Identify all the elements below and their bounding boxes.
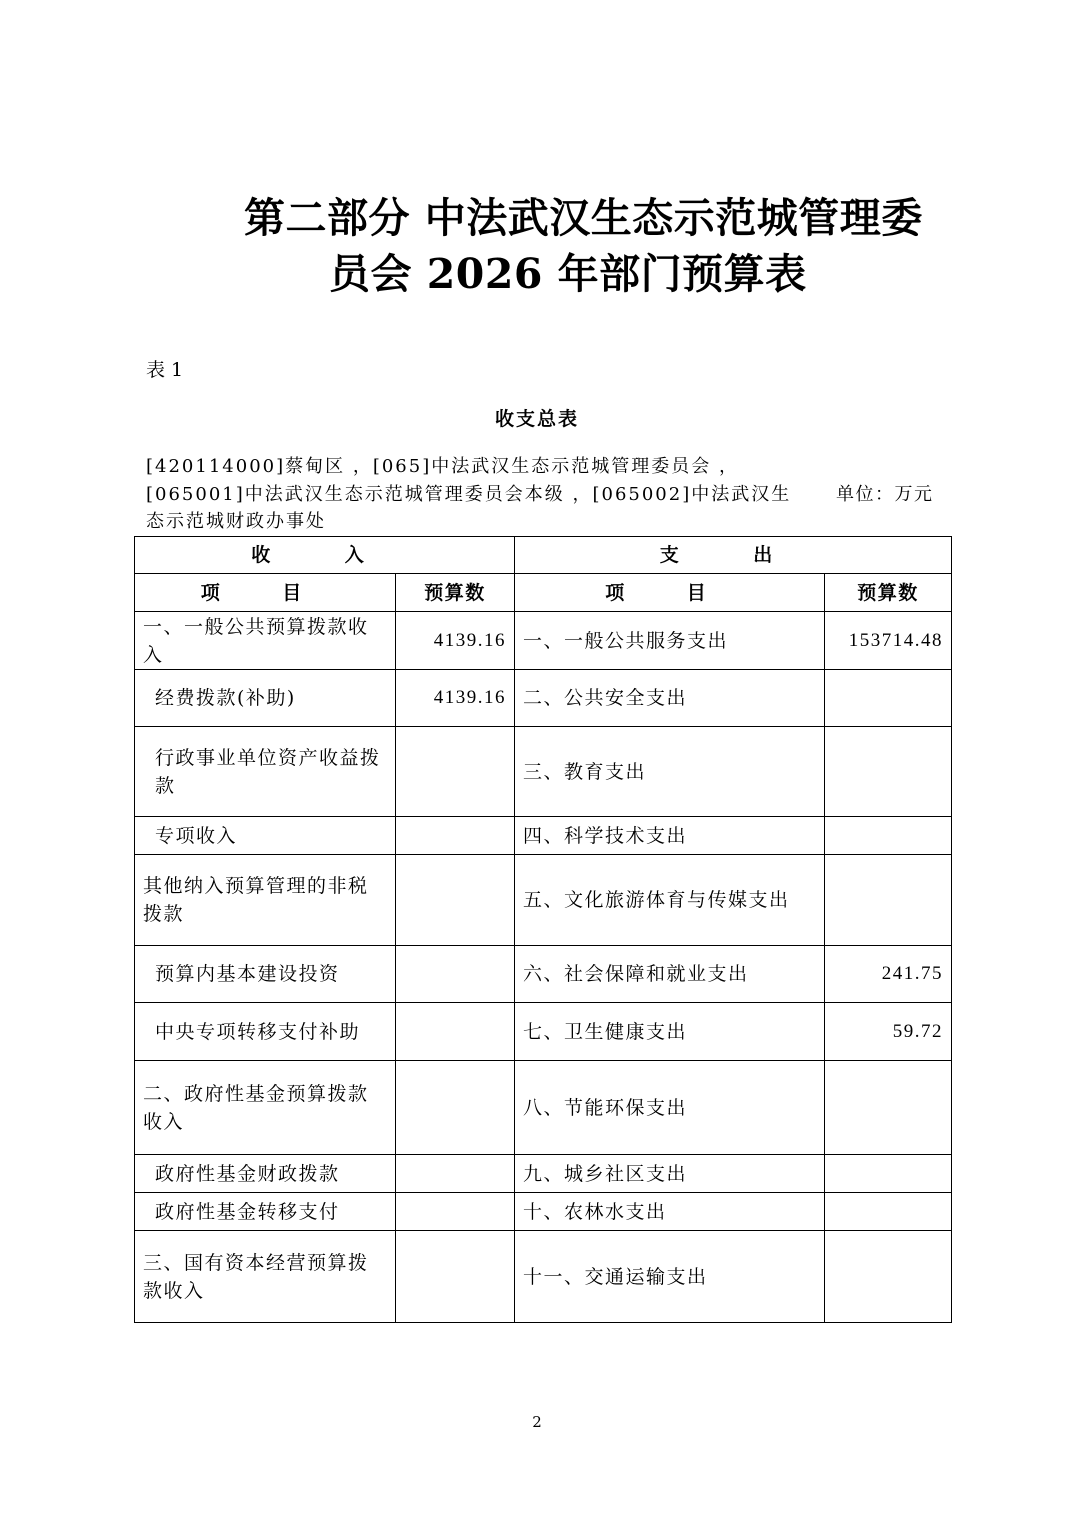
expense-item: 八、节能环保支出	[515, 1061, 825, 1155]
income-amount	[396, 817, 515, 855]
unit-label: 单位：万元	[836, 484, 934, 505]
table-row	[135, 612, 952, 670]
income-item: 行政事业单位资产收益拨款	[135, 727, 396, 817]
page-number: 2	[532, 1413, 542, 1431]
income-amount	[396, 1003, 515, 1061]
budget-summary-table	[134, 536, 952, 1323]
table-number: 表 1	[146, 359, 184, 381]
income-item: 政府性基金转移支付	[135, 1193, 396, 1231]
income-amount	[396, 946, 515, 1003]
income-amount	[396, 855, 515, 946]
income-item: 预算内基本建设投资	[135, 946, 396, 1003]
expense-header: 支 出	[515, 537, 952, 574]
income-item: 中央专项转移支付补助	[135, 1003, 396, 1061]
income-item: 经费拨款(补助)	[135, 670, 396, 727]
expense-item: 五、文化旅游体育与传媒支出	[515, 855, 825, 946]
expense-amount: 153714.48	[825, 612, 952, 670]
column-header-row	[135, 574, 952, 612]
expense-item-header: 项 目	[515, 574, 825, 612]
agency-code-line2: [065001]中法武汉生态示范城管理委员会本级 ，[065002]中法武汉生	[146, 484, 792, 505]
table-row	[135, 1231, 952, 1323]
expense-item: 二、公共安全支出	[515, 670, 825, 727]
expense-amount	[825, 817, 952, 855]
expense-amount	[825, 727, 952, 817]
income-amount: 4139.16	[396, 612, 515, 670]
income-amount	[396, 1061, 515, 1155]
table-row	[135, 855, 952, 946]
expense-item: 四、科学技术支出	[515, 817, 825, 855]
agency-code-line1: [420114000]蔡甸区 ，[065]中法武汉生态示范城管理委员会 ，	[146, 456, 739, 477]
table-row	[135, 727, 952, 817]
agency-code-line3: 态示范城财政办事处	[146, 511, 326, 532]
table-row	[135, 1155, 952, 1193]
table-row	[135, 1003, 952, 1061]
expense-amount	[825, 1193, 952, 1231]
income-item-header: 项 目	[135, 574, 396, 612]
income-item: 二、政府性基金预算拨款收入	[135, 1061, 396, 1155]
income-amount	[396, 1155, 515, 1193]
expense-amount	[825, 670, 952, 727]
document-title-line1: 第二部分 中法武汉生态示范城管理委	[244, 194, 923, 242]
expense-amount	[825, 1231, 952, 1323]
table-row	[135, 817, 952, 855]
expense-item: 一、一般公共服务支出	[515, 612, 825, 670]
expense-amount	[825, 855, 952, 946]
table-row	[135, 670, 952, 727]
expense-amount: 241.75	[825, 946, 952, 1003]
income-item: 政府性基金财政拨款	[135, 1155, 396, 1193]
table-row	[135, 1193, 952, 1231]
income-amount	[396, 727, 515, 817]
expense-item: 六、社会保障和就业支出	[515, 946, 825, 1003]
expense-item: 三、教育支出	[515, 727, 825, 817]
table-title: 收支总表	[494, 408, 579, 430]
income-item: 三、国有资本经营预算拨款收入	[135, 1231, 396, 1323]
income-header: 收 入	[135, 537, 515, 574]
expense-item: 九、城乡社区支出	[515, 1155, 825, 1193]
income-item: 其他纳入预算管理的非税拨款	[135, 855, 396, 946]
table-row	[135, 1061, 952, 1155]
expense-amount	[825, 1155, 952, 1193]
income-amount: 4139.16	[396, 670, 515, 727]
section-header-row	[135, 537, 952, 574]
expense-amount	[825, 1061, 952, 1155]
document-title-line2: 员会 2026 年部门预算表	[329, 250, 807, 298]
income-item: 一、一般公共预算拨款收入	[135, 612, 396, 670]
expense-amount: 59.72	[825, 1003, 952, 1061]
expense-item: 七、卫生健康支出	[515, 1003, 825, 1061]
expense-item: 十一、交通运输支出	[515, 1231, 825, 1323]
income-item: 专项收入	[135, 817, 396, 855]
expense-item: 十、农林水支出	[515, 1193, 825, 1231]
income-amount	[396, 1193, 515, 1231]
income-amount	[396, 1231, 515, 1323]
expense-amount-header: 预算数	[825, 574, 952, 612]
table-row	[135, 946, 952, 1003]
income-amount-header: 预算数	[396, 574, 515, 612]
